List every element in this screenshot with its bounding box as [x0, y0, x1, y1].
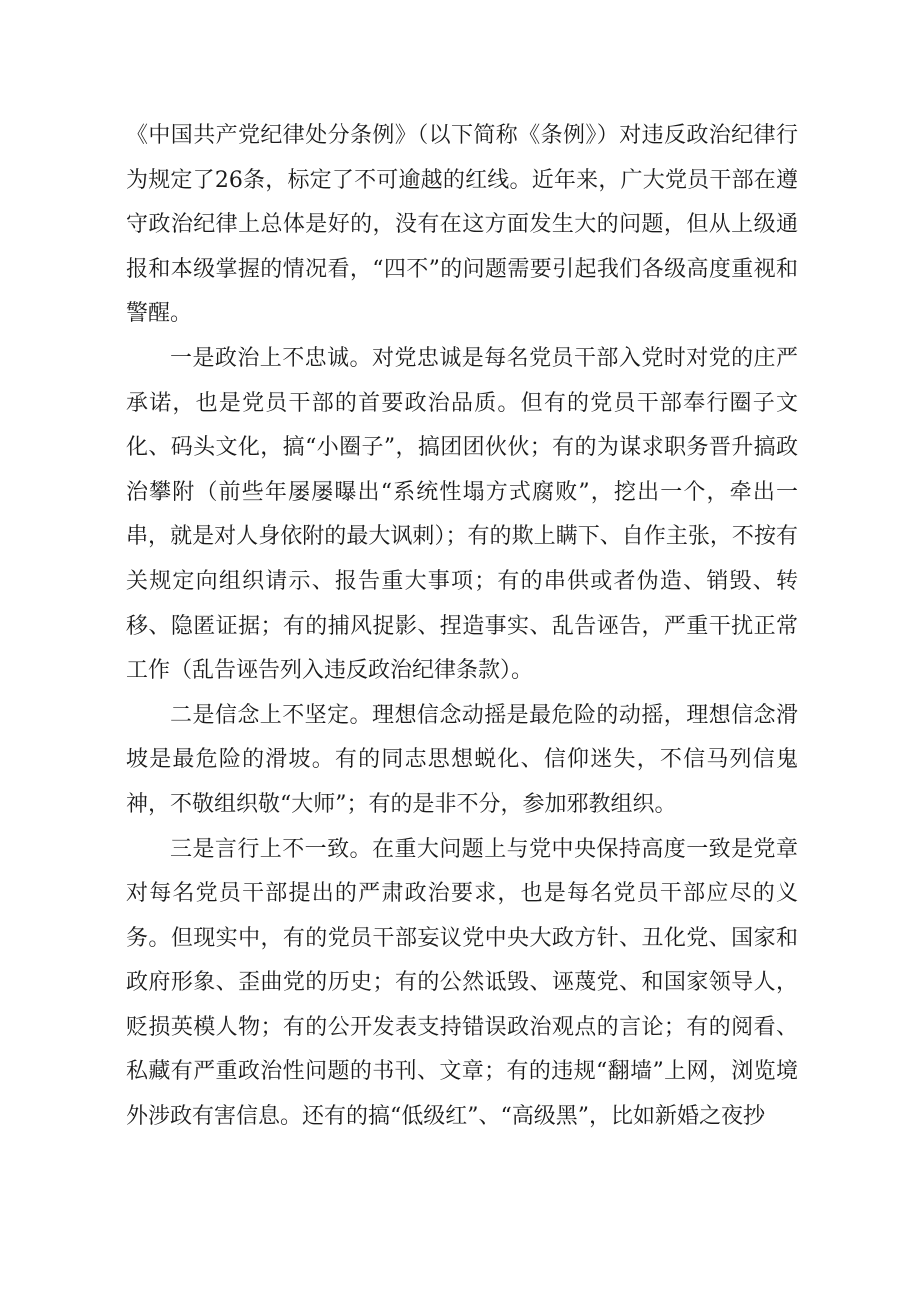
- paragraph-words-deeds: 三是言行上不一致。在重大问题上与党中央保持高度一致是党章对每名党员干部提出的严肃政治要求，也是每名党员干部应尽的义务。但现实中，有的党员干部妄议党中央大政方针、丑化党、国家和政府形象、歪曲党的历史；有的公然诋毁、诬蔑党、和国家领导人，贬损英模人物；有的公开发表支持错误政治观点的言论；有的阅看、私藏有严重政治性问题的书刊、文章；有的违规“翻墙”上网，浏览境外涉政有害信息。还有的搞“低级红”、“高级黑”，比如新婚之夜抄: [126, 836, 798, 1130]
- document-body: [126, 114, 798, 1140]
- paragraph-political-loyalty: 一是政治上不忠诚。对党忠诚是每名党员干部入党时对党的庄严承诺，也是党员干部的首要政治品质。但有的党员干部奉行圈子文化、码头文化，搞“小圈子”，搞团团伙伙；有的为谋求职务晋升搞政治攀附（前些年屡屡曝出“系统性塌方式腐败”，挖出一个，牵出一串，就是对人身依附的最大讽刺）；有的欺上瞒下、自作主张，不按有关规定向组织请示、报告重大事项；有的串供或者伪造、销毁、转移、隐匿证据；有的捕风捉影、捏造事实、乱告诬告，严重干扰正常工作（乱告诬告列入违反政治纪律条款）。: [126, 345, 798, 684]
- paragraph-intro: 《中国共产党纪律处分条例》（以下简称《条例》）对违反政治纪律行为规定了26条，标定了不可逾越的红线。近年来，广大党员干部在遵守政治纪律上总体是好的，没有在这方面发生大的问题，但从上级通报和本级掌握的情况看，“四不”的问题需要引起我们各级高度重视和警醒。: [126, 123, 798, 327]
- paragraph-ideals-faith: 二是信念上不坚定。理想信念动摇是最危险的动摇，理想信念滑坡是最危险的滑坡。有的同志思想蜕化、信仰迷失，不信马列信鬼神，不敬组织敬“大师”；有的是非不分，参加邪教组织。: [126, 702, 798, 817]
